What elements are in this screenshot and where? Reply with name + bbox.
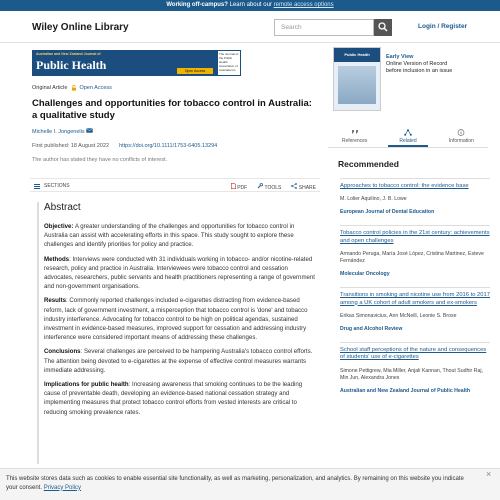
- open-access-tag: Open Access: [177, 68, 213, 74]
- journal-banner[interactable]: [32, 50, 241, 76]
- results-text: : Commonly reported challenges included e-cigarettes distracting from evidence-based reform, lack of government investment, a misperception that tobacco control is 'done' and tobacco industry interference. Advocating for tobacco control to be high on political agendas, sustained investment in evidence-based measures, improved support for cessation and addressing industry interference were considered important means of addressing these challenges.: [44, 297, 308, 342]
- recommended-authors: M. Lolier Aquilino, J. B. Lowe: [340, 196, 407, 203]
- search-button[interactable]: [374, 19, 392, 36]
- abstract-objective: [44, 222, 317, 250]
- cookie-banner: [0, 468, 500, 500]
- related-icon: [404, 129, 412, 136]
- first-published-label: First published:: [32, 143, 70, 149]
- share-button[interactable]: [291, 183, 316, 191]
- recommended-journal[interactable]: European Journal of Dental Education: [340, 209, 435, 216]
- conclusions-label: Conclusions: [44, 348, 81, 356]
- search-input[interactable]: Search: [274, 19, 374, 36]
- list-item: [340, 342, 490, 394]
- site-header: [0, 11, 500, 43]
- journal-banner-title: Public Health: [36, 58, 107, 72]
- off-campus-text: Learn about our: [227, 2, 274, 8]
- close-icon[interactable]: ×: [486, 469, 492, 479]
- early-view-info: [386, 54, 452, 75]
- recommended-authors: Erikas Simonavicius, Ann McNeill, Leonie S. Brose: [340, 313, 457, 320]
- wrench-icon: [257, 183, 263, 189]
- abstract-results: [44, 296, 317, 342]
- abstract-heading: Abstract: [44, 202, 81, 213]
- methods-text: : Interviews were conducted with 31 individuals working in tobacco- and/or nicotine-related research, policy and practice in Australia. Interviewees were tobacco control and cessation advocates, researchers, public servants and health practitioners representing a range of government and non-government organisations.: [44, 255, 315, 291]
- article-type: Original Article: [32, 85, 68, 91]
- objective-label: Objective:: [44, 223, 74, 230]
- early-view-line1: Online Version of Record: [386, 61, 448, 67]
- recommended-authors: Simone Pettigrew, Mia Miller, Anjali Kannan, Thout Sudhir Raj, Min Jun, Alexandra Jones: [340, 367, 483, 381]
- recommended-journal[interactable]: Molecular Oncology: [340, 271, 390, 278]
- abstract-methods: [44, 255, 317, 292]
- results-label: Results: [44, 297, 67, 305]
- list-item: [340, 287, 490, 332]
- open-access-label: Open Access: [79, 85, 112, 91]
- article-title: Challenges and opportunities for tobacco control in Australia: a qualitative study: [32, 98, 312, 121]
- list-item: [340, 178, 490, 215]
- references-icon: [351, 129, 359, 136]
- recommended-authors: Armando Peruga, María José López, Cristina Martinez, Esteve Fernández: [340, 251, 484, 265]
- journal-banner-subtitle: Australian and New Zealand Journal of: [36, 52, 101, 56]
- first-published-date: 18 August 2022: [70, 143, 110, 149]
- search-icon: [378, 22, 388, 32]
- abstract-section: [37, 202, 317, 464]
- recommended-title[interactable]: Tobacco control policies in the 21st century: achievements and open challenges: [340, 230, 490, 244]
- tools-button[interactable]: [257, 183, 281, 191]
- implications-label: Implications for public health: [44, 381, 129, 389]
- tab-information[interactable]: [441, 128, 481, 147]
- recommended-title[interactable]: Approaches to tobacco control: the evidence base: [340, 183, 469, 189]
- cookie-text: This website stores data such as cookies to enable essential site functionality, as well as marketing, personalization, and analytics. By remaining on this website you indicate your consent.: [6, 476, 464, 491]
- tools-label: TOOLS: [264, 185, 282, 191]
- info-icon: [457, 129, 465, 136]
- objective-text: A greater understanding of the challenges and opportunities for tobacco control in Australia can assist with accelerating efforts in this space. This study sought to explore these challenges and identify priorities for policy and practice.: [44, 223, 295, 249]
- publication-info: [32, 143, 217, 149]
- tab-information-label: Information: [448, 138, 474, 144]
- privacy-policy-link[interactable]: Privacy Policy: [43, 484, 82, 491]
- sections-button[interactable]: [34, 183, 70, 189]
- recommended-title[interactable]: Transitions in smoking and nicotine use from 2016 to 2017 among a UK cohort of adult smokers and ex-smokers: [340, 292, 490, 306]
- doi-link[interactable]: https://doi.org/10.1111/1753-6405.13294: [119, 143, 218, 149]
- pdf-button[interactable]: [231, 183, 247, 191]
- author-link[interactable]: [32, 128, 93, 135]
- recommended-title[interactable]: School staff perceptions of the nature and consequences of students' use of e-cigarettes: [340, 347, 487, 361]
- association-logo: The Journal of the Public Health Association of Australia Inc.: [218, 51, 240, 75]
- article-meta: [32, 85, 112, 91]
- open-access-badge: [71, 85, 111, 91]
- abstract-conclusions: [44, 347, 317, 375]
- pdf-label: PDF: [237, 185, 248, 191]
- abstract-implications: [44, 380, 317, 417]
- toolbar-actions: [231, 183, 316, 191]
- share-label: SHARE: [298, 185, 316, 191]
- login-register-link[interactable]: Login / Register: [418, 23, 468, 30]
- cookie-notice: [6, 475, 466, 492]
- remote-access-link[interactable]: remote access options: [273, 2, 334, 8]
- tab-references-label: References: [341, 138, 368, 144]
- wiley-logo[interactable]: Wiley Online Library: [32, 22, 129, 33]
- tab-references[interactable]: [335, 128, 375, 147]
- right-sidebar: [328, 43, 500, 500]
- share-icon: [291, 183, 297, 189]
- conflict-of-interest: The author has stated they have no conflicts of interest.: [32, 157, 168, 163]
- off-campus-prefix: Working off-campus?: [166, 2, 228, 8]
- off-campus-banner: [0, 0, 500, 11]
- tab-related-label: Related: [399, 138, 417, 144]
- methods-label: Methods: [44, 255, 70, 263]
- list-item: [340, 225, 490, 277]
- recommended-journal[interactable]: Drug and Alcohol Review: [340, 326, 403, 333]
- recommended-journal[interactable]: Australian and New Zealand Journal of Public Health: [340, 387, 470, 394]
- journal-cover[interactable]: [333, 47, 381, 111]
- recommended-heading: Recommended: [338, 159, 399, 169]
- early-view-line2: before inclusion in an issue: [386, 68, 453, 74]
- tab-related[interactable]: [388, 128, 428, 147]
- implications-text: : Increasing awareness that smoking continues to be the leading cause of preventable death, developing an evidence-based national cessation strategy and implementing measures that protect tobacco control efforts from vested interests are critical to reducing smoking prevalence rates.: [44, 381, 303, 416]
- unlock-icon: [71, 85, 77, 91]
- article-toolbar: [30, 178, 320, 192]
- early-view-title[interactable]: Early View: [386, 54, 414, 60]
- author-name: Michelle I. Jongenelis: [32, 129, 85, 135]
- first-published: [32, 143, 109, 149]
- cover-title: Public Health: [334, 48, 380, 62]
- cover-image: [338, 66, 376, 104]
- sections-label: SECTIONS: [44, 183, 70, 189]
- sidebar-tabs: [328, 128, 488, 148]
- email-icon: [86, 128, 93, 133]
- pdf-icon: [231, 183, 236, 189]
- conclusions-text: : Several challenges are perceived to be hampering Australia's tobacco control efforts. The attention being devoted to e-cigarettes at the expense of effective control measures warrants immediate addressing.: [44, 348, 313, 374]
- list-icon: [34, 184, 40, 189]
- recommended-list: [340, 178, 490, 404]
